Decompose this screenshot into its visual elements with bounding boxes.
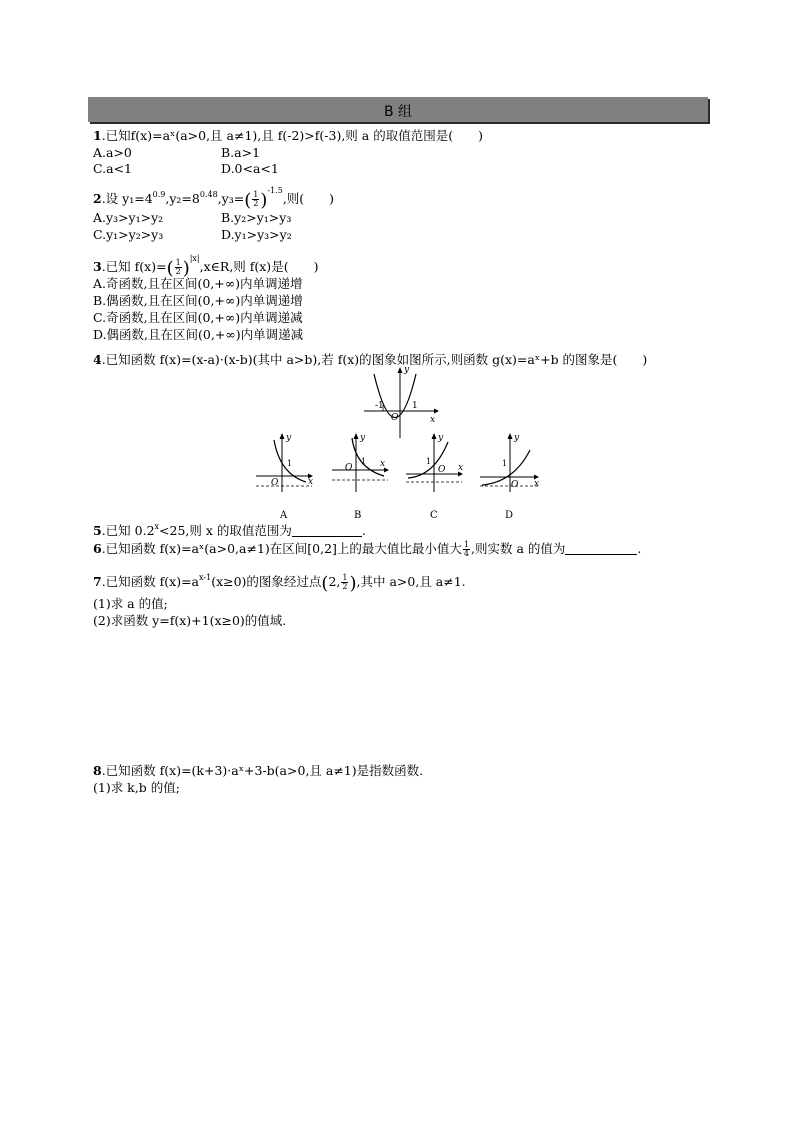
q2-mid-2: ,y₃= <box>217 191 245 206</box>
q5-exp: x <box>154 522 160 531</box>
q7-fraction <box>341 574 348 591</box>
q2-option-a[interactable]: A.y₃>y₁>y₂ <box>93 210 164 225</box>
q7-part-1: (1)求 a 的值; <box>93 596 168 611</box>
q7-right-paren: ) <box>349 573 357 594</box>
choice-a-letter: A <box>280 510 288 520</box>
q4-main-graph <box>360 366 440 438</box>
question-3-number: 3 <box>93 259 102 274</box>
question-2 <box>93 183 334 209</box>
q6-prefix: .已知函数 f(x)=aˣ(a>0,a≠1)在区间[0,2]上的最大值比最小值大 <box>101 541 462 556</box>
q6-frac-num: 1 <box>463 540 470 549</box>
q3-prefix: .已知 f(x)= <box>101 259 167 274</box>
q7-frac-num: 1 <box>342 573 348 582</box>
choice-c-letter: C <box>430 510 438 520</box>
q2-exp-3: -1.5 <box>267 186 283 195</box>
section-header-bar <box>88 97 708 122</box>
question-5 <box>93 519 366 539</box>
question-8-text: .已知函数 f(x)=(k+3)·aˣ+3-b(a>0,且 a≠1)是指数函数. <box>101 763 424 778</box>
question-3 <box>93 251 318 277</box>
main-origin-label: O <box>391 413 399 423</box>
q3-left-paren: ( <box>166 258 174 279</box>
q5-suffix: <25,则 x 的取值范围为 <box>159 523 292 538</box>
question-6 <box>93 541 641 558</box>
q2-right-paren: ) <box>260 190 268 211</box>
q6-fraction <box>463 541 470 558</box>
question-8 <box>93 763 423 779</box>
q4-choice-d-graph[interactable] <box>478 430 542 520</box>
choice-d-x-label: x <box>534 479 540 489</box>
q2-option-b[interactable]: B.y₂>y₁>y₃ <box>221 210 292 225</box>
q3-option-c[interactable]: C.奇函数,且在区间(0,+∞)内单调递减 <box>93 310 303 325</box>
q1-option-b[interactable]: B.a>1 <box>221 145 261 160</box>
q2-fraction <box>252 191 259 208</box>
question-7-number: 7 <box>93 574 102 589</box>
choice-c-tick-label: 1 <box>426 457 432 466</box>
question-5-number: 5 <box>93 523 102 538</box>
main-y-arrow <box>398 367 403 373</box>
choice-a-x-label: x <box>308 477 314 487</box>
q4-choice-a-graph[interactable] <box>254 430 316 520</box>
q3-suffix: ,x∈R,则 f(x)是( ) <box>199 259 319 274</box>
q5-answer-blank[interactable] <box>292 524 362 537</box>
choice-a-origin-label: O <box>271 478 279 488</box>
q4-choice-c-graph[interactable] <box>404 430 466 520</box>
question-4-number: 4 <box>93 352 102 367</box>
choice-d-origin-label: O <box>511 480 519 490</box>
q8-part-1: (1)求 k,b 的值; <box>93 780 180 795</box>
q3-exp: |x| <box>189 254 200 263</box>
choice-b-tick-label: 1 <box>361 457 367 466</box>
choice-b-x-label: x <box>380 459 386 469</box>
question-7 <box>93 570 466 592</box>
q3-fraction <box>175 259 182 276</box>
q1-option-d[interactable]: D.0<a<1 <box>221 161 279 176</box>
main-x-label: x <box>430 415 436 425</box>
q2-frac-num: 1 <box>253 190 259 199</box>
question-1-number: 1 <box>93 128 102 143</box>
q3-option-d[interactable]: D.偶函数,且在区间(0,+∞)内单调递减 <box>93 327 304 342</box>
q3-right-paren: ) <box>182 258 190 279</box>
q7-part-2: (2)求函数 y=f(x)+1(x≥0)的值域. <box>93 613 287 628</box>
q7-frac-den: 2 <box>342 582 348 591</box>
q7-point-x: 2, <box>328 574 341 589</box>
q3-option-b[interactable]: B.偶函数,且在区间(0,+∞)内单调递增 <box>93 293 303 308</box>
choice-c-x-label: x <box>458 463 464 473</box>
main-y-label: y <box>404 366 410 375</box>
choice-b-letter: B <box>354 510 362 520</box>
choice-b-origin-label: O <box>345 463 353 473</box>
q5-end: . <box>361 523 366 538</box>
q7-prefix: .已知函数 f(x)=a <box>101 574 200 589</box>
choice-c-origin-label: O <box>438 465 446 475</box>
q2-mid-1: ,y₂=8 <box>165 191 200 206</box>
question-8-number: 8 <box>93 763 102 778</box>
q2-frac-den: 2 <box>253 199 259 208</box>
q2-suffix: ,则( ) <box>282 191 335 206</box>
choice-a-tick-label: 1 <box>287 459 293 468</box>
q3-frac-num: 1 <box>175 258 181 267</box>
q2-prefix: .设 y₁=4 <box>101 191 153 206</box>
choice-b-y-label: y <box>360 433 366 443</box>
q2-option-c[interactable]: C.y₁>y₂>y₃ <box>93 227 164 242</box>
q7-exp: x-1 <box>199 573 212 582</box>
question-1 <box>93 128 483 144</box>
section-title: B 组 <box>383 104 413 120</box>
choice-d-y-label: y <box>514 433 520 443</box>
question-4-text: .已知函数 f(x)=(x-a)·(x-b)(其中 a>b),若 f(x)的图象如图所示,则函数 g(x)=aˣ+b 的图象是( ) <box>101 352 648 367</box>
q6-end: . <box>637 541 642 556</box>
q1-option-a[interactable]: A.a>0 <box>93 145 132 160</box>
q3-frac-den: 2 <box>175 267 181 276</box>
question-2-number: 2 <box>93 191 102 206</box>
q1-option-c[interactable]: C.a<1 <box>93 161 132 176</box>
question-6-number: 6 <box>93 541 102 556</box>
choice-c-y-label: y <box>438 433 444 443</box>
main-neg1-label: -1 <box>375 401 384 411</box>
q7-suffix: ,其中 a>0,且 a≠1. <box>356 574 466 589</box>
q2-exp-2: 0.48 <box>199 190 218 199</box>
q2-exp-1: 0.9 <box>152 190 166 199</box>
choice-a-y-label: y <box>286 433 292 443</box>
main-one-label: 1 <box>412 401 418 411</box>
q6-answer-blank[interactable] <box>565 542 637 555</box>
q4-choice-b-graph[interactable] <box>330 430 392 520</box>
question-1-text: .已知f(x)=aˣ(a>0,且 a≠1),且 f(-2)>f(-3),则 a 的取值范围是( ) <box>101 128 483 143</box>
q2-left-paren: ( <box>244 190 252 211</box>
q5-prefix: .已知 0.2 <box>101 523 155 538</box>
q6-frac-den: 4 <box>463 549 470 558</box>
q7-left-paren: ( <box>321 573 329 594</box>
q3-option-a[interactable]: A.奇函数,且在区间(0,+∞)内单调递增 <box>93 276 303 291</box>
q7-mid: (x≥0)的图象经过点 <box>211 574 322 589</box>
q6-suffix: ,则实数 a 的值为 <box>471 541 566 556</box>
choice-d-letter: D <box>505 510 514 520</box>
main-x-arrow <box>434 409 439 414</box>
q2-option-d[interactable]: D.y₁>y₃>y₂ <box>221 227 292 242</box>
choice-d-tick-label: 1 <box>502 459 508 468</box>
